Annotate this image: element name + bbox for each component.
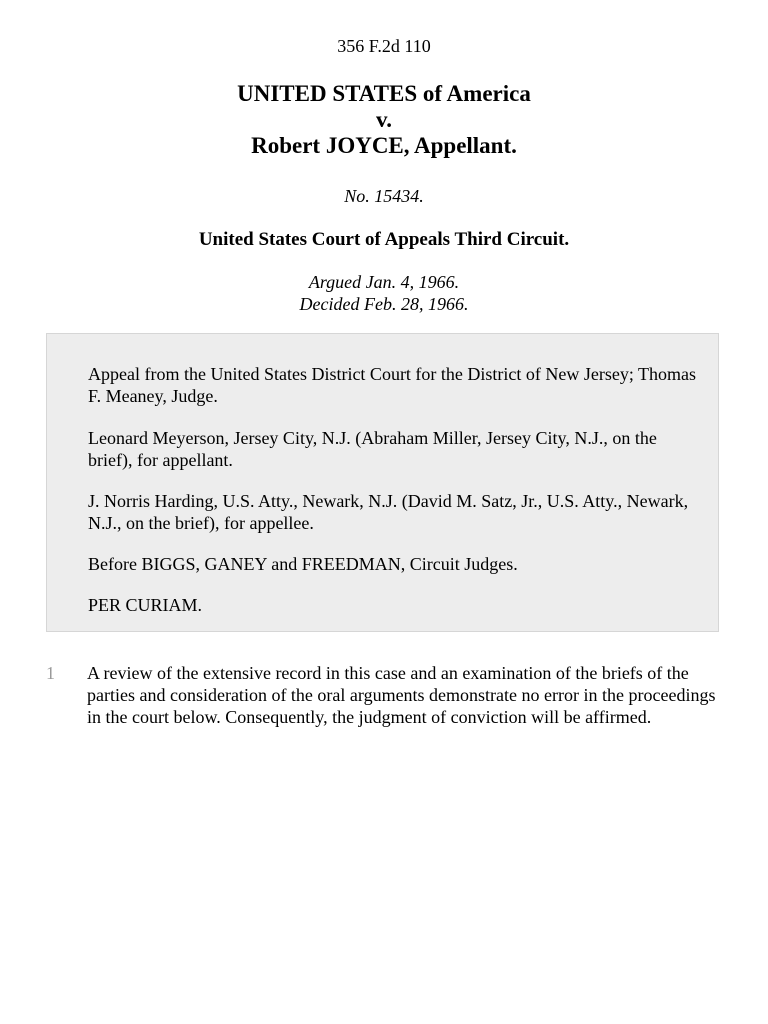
opinion-paragraph: A review of the extensive record in this case and an examination of the briefs of the parties and consideration of the oral arguments demonstrate no error in the proceedings in the court below. Consequently, the judgment of conviction will be affirmed. <box>87 663 716 727</box>
decided-date: Decided Feb. 28, 1966. <box>299 294 469 314</box>
appellant-counsel: Leonard Meyerson, Jersey City, N.J. (Abraham Miller, Jersey City, N.J., on the brief), for appellant. <box>88 428 657 470</box>
paragraph-number: 1 <box>46 663 55 683</box>
appellee-counsel: J. Norris Harding, U.S. Atty., Newark, N.J. (David M. Satz, Jr., U.S. Atty., Newark, N.J., on the brief), for appellee. <box>88 491 689 533</box>
case-title-plaintiff: UNITED STATES of America <box>237 81 531 106</box>
syllabus-box <box>46 333 719 632</box>
court-name: United States Court of Appeals Third Circuit. <box>198 229 570 250</box>
argued-date: Argued Jan. 4, 1966. <box>308 272 460 292</box>
per-curiam: PER CURIAM. <box>88 595 203 615</box>
case-title <box>0 81 768 159</box>
judges-panel: Before BIGGS, GANEY and FREEDMAN, Circuit Judges. <box>88 554 518 574</box>
case-title-defendant: Robert JOYCE, Appellant. <box>251 133 517 158</box>
case-title-versus: v. <box>376 107 392 132</box>
docket-number: No. 15434. <box>344 186 424 206</box>
appeal-line: Appeal from the United States District Court for the District of New Jersey; Thomas F. Meaney, Judge. <box>88 364 697 406</box>
case-citation: 356 F.2d 110 <box>337 36 431 56</box>
case-dates <box>0 271 768 315</box>
